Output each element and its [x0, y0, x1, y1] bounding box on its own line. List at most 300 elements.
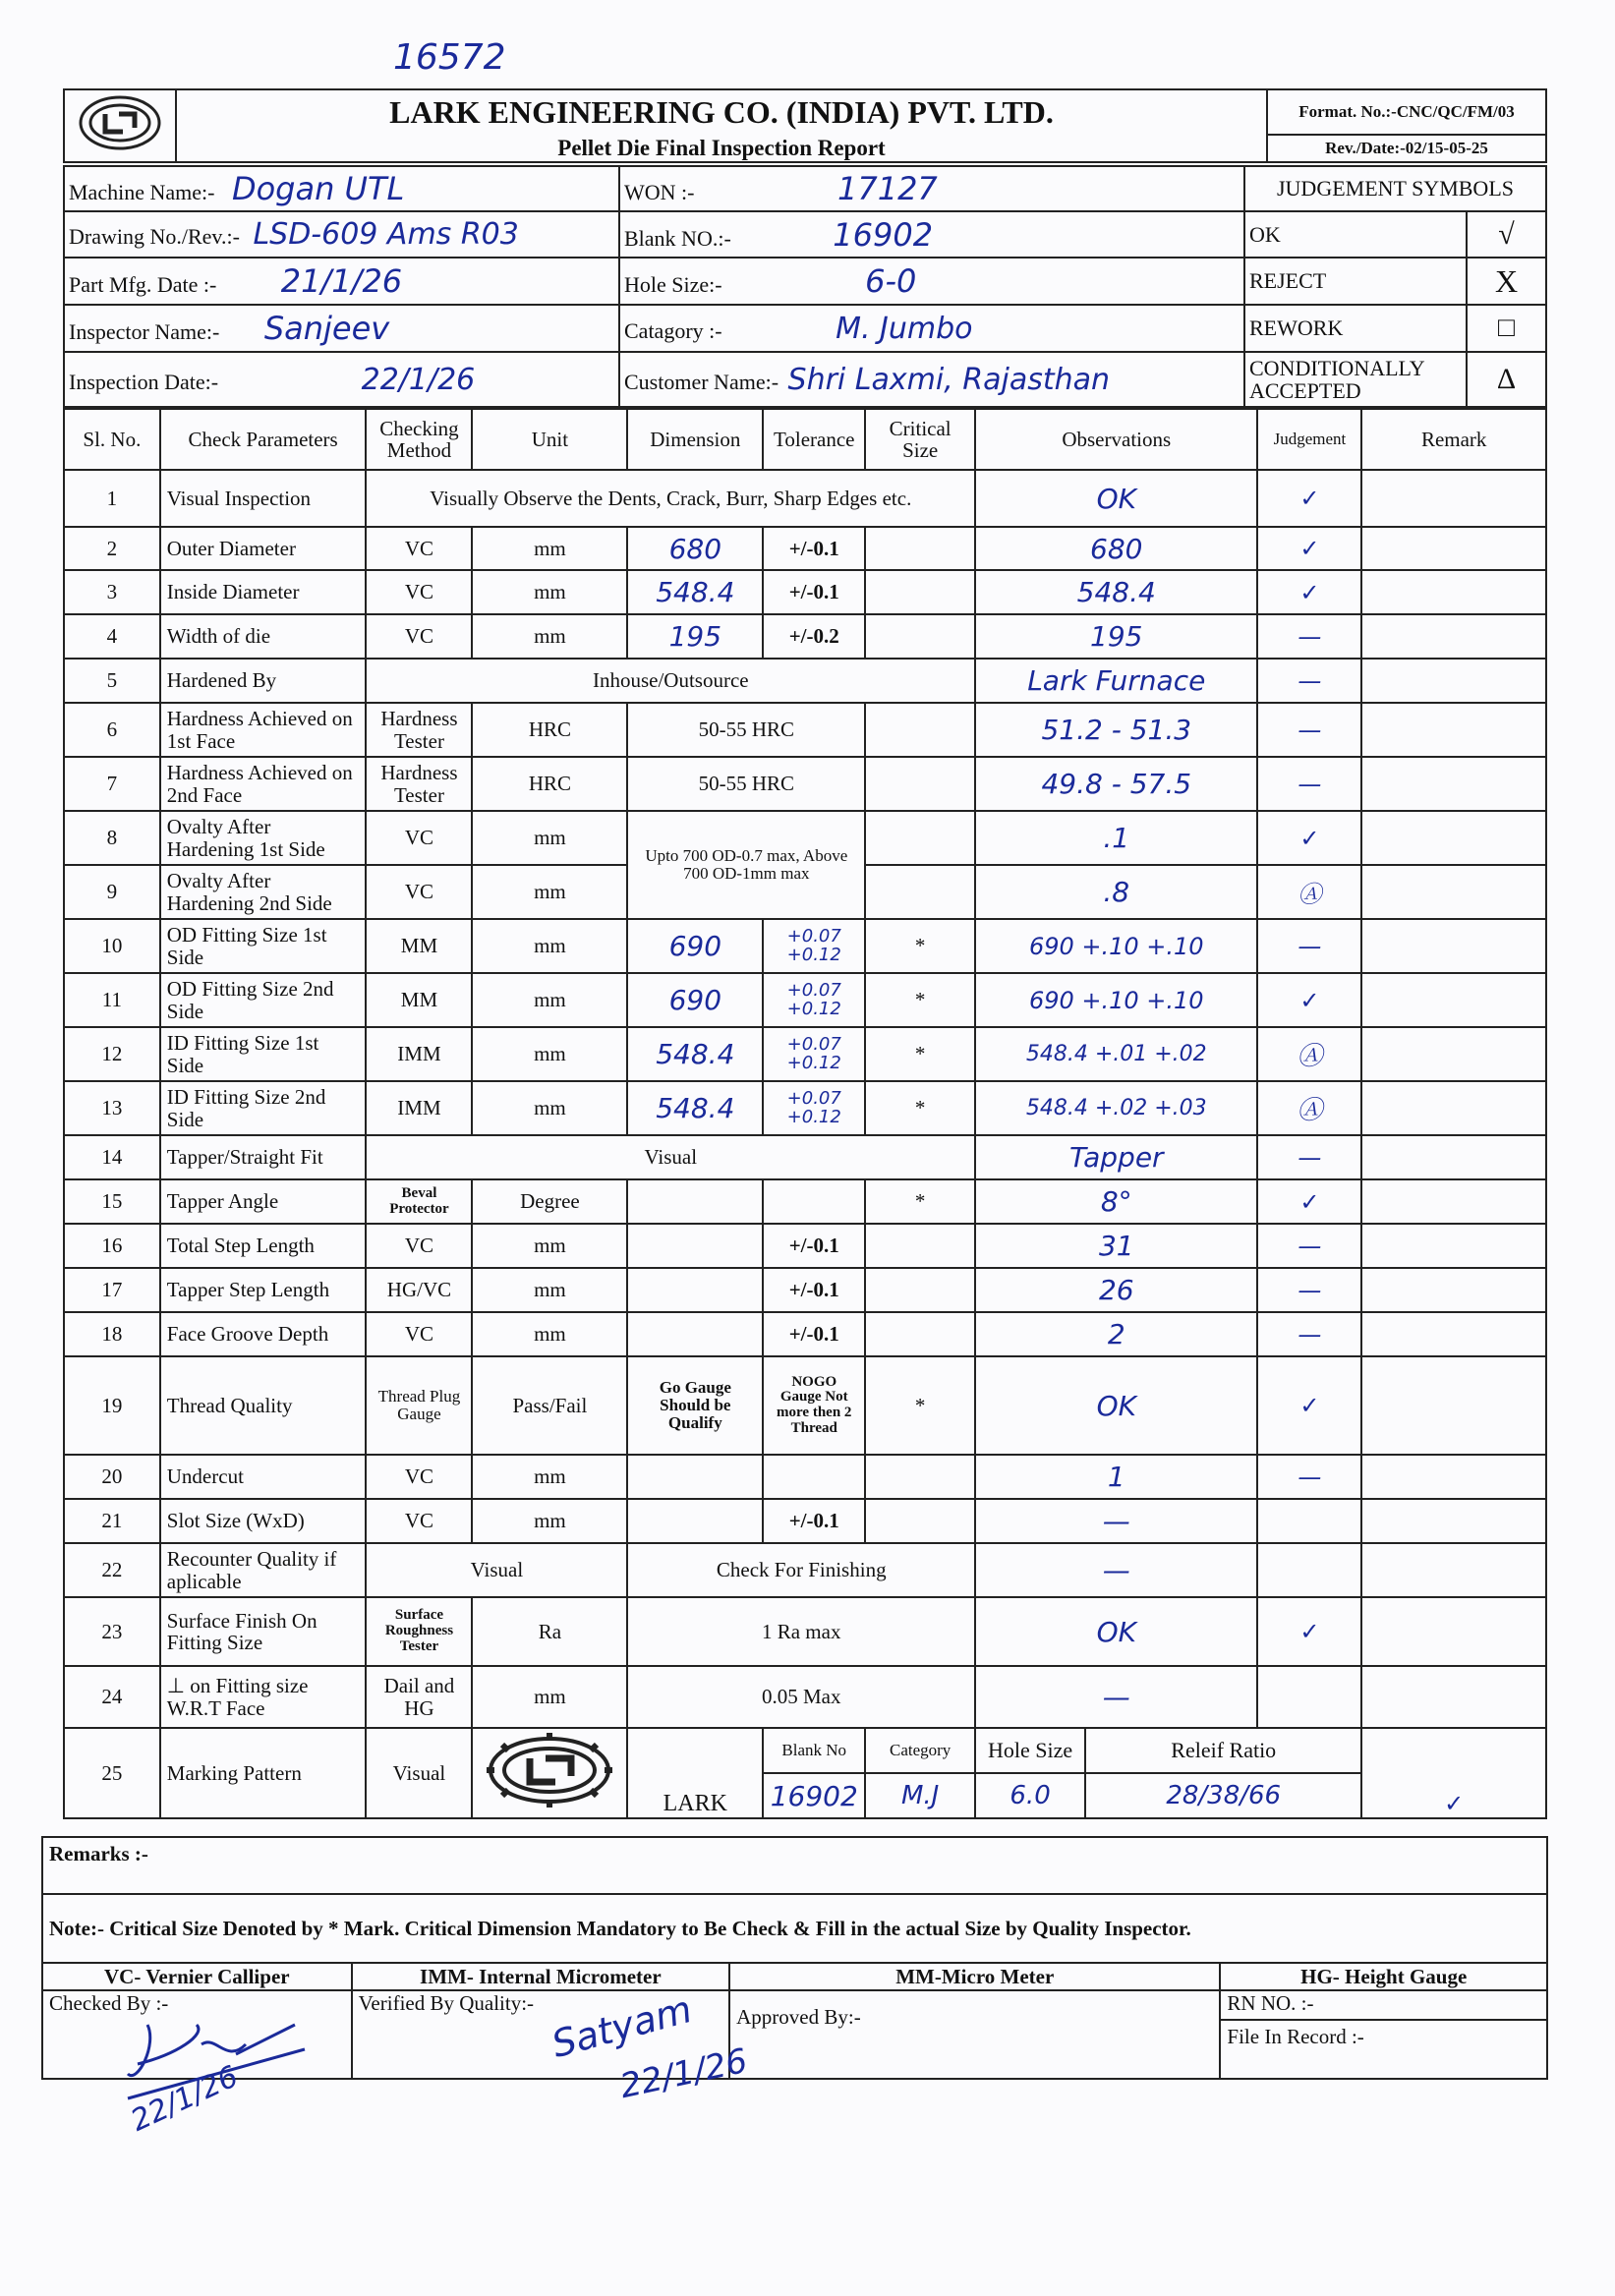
- col-sl: Sl. No.: [64, 409, 160, 470]
- table-row: [64, 1224, 1546, 1268]
- row-param: ⊥ on Fitting size W.R.T Face: [160, 1666, 367, 1728]
- row-sl: 7: [64, 757, 160, 811]
- row-sl: 10: [64, 919, 160, 973]
- row-remark: [1361, 865, 1546, 919]
- row-param: Inside Diameter: [160, 570, 367, 614]
- row-critical: [865, 1312, 975, 1356]
- row-tolerance: [763, 1455, 865, 1499]
- row-remark: [1361, 1356, 1546, 1455]
- row-remark: [1361, 811, 1546, 865]
- row-judgement: [1257, 1543, 1361, 1597]
- row-param: Width of die: [160, 614, 367, 659]
- row-observation: 690 +.10 +.10: [975, 973, 1257, 1027]
- row-remark: [1361, 1666, 1546, 1728]
- part-mfg-date-field: Part Mfg. Date :- 21/1/26: [64, 258, 619, 305]
- row-remark: [1361, 1597, 1546, 1666]
- row-judgement: —: [1257, 1312, 1361, 1356]
- row-method: Visually Observe the Dents, Crack, Burr, Sharp Edges etc.: [366, 470, 975, 527]
- row-unit: mm: [472, 1081, 627, 1135]
- won-value: 17127: [836, 170, 938, 207]
- row-method: Hardness Tester: [366, 757, 472, 811]
- row-param: ID Fitting Size 2nd Side: [160, 1081, 367, 1135]
- col-method: Checking Method: [366, 409, 472, 470]
- row-sl: 9: [64, 865, 160, 919]
- row-critical: [865, 570, 975, 614]
- row-param: OD Fitting Size 1st Side: [160, 919, 367, 973]
- blank-no-field: Blank NO.:- 16902: [619, 211, 1244, 258]
- row-remark: [1361, 1224, 1546, 1268]
- row-param: Visual Inspection: [160, 470, 367, 527]
- row-judgement: —: [1257, 1224, 1361, 1268]
- row-critical: *: [865, 1027, 975, 1081]
- col-judgement: Judgement: [1257, 409, 1361, 470]
- marking-releif-value: 28/38/66: [1166, 1781, 1282, 1810]
- row-method: VC: [366, 1455, 472, 1499]
- row-dimension: 50-55 HRC: [627, 757, 865, 811]
- table-row: [64, 1268, 1546, 1312]
- row-param: Slot Size (WxD): [160, 1499, 367, 1543]
- row-judgement: —: [1257, 1455, 1361, 1499]
- row-remark: [1361, 1179, 1546, 1224]
- row-critical: [865, 865, 975, 919]
- format-number: Format. No.:-CNC/QC/FM/03: [1267, 89, 1546, 135]
- row-judgement: ✓: [1257, 470, 1361, 527]
- row-dimension: 690: [627, 973, 763, 1027]
- row-critical: [865, 1268, 975, 1312]
- row-remark: [1361, 659, 1546, 703]
- marking-hole-size-label: Hole Size: [976, 1729, 1086, 1772]
- row-unit: mm: [472, 527, 627, 570]
- row-observation: 31: [975, 1224, 1257, 1268]
- row-sl: 8: [64, 811, 160, 865]
- row-sl: 24: [64, 1666, 160, 1728]
- row-sl: 19: [64, 1356, 160, 1455]
- info-section: [63, 165, 1547, 408]
- row-observation: 548.4 +.01 +.02: [975, 1027, 1257, 1081]
- table-row: [64, 659, 1546, 703]
- row-dimension: [627, 1224, 763, 1268]
- row-unit: HRC: [472, 703, 627, 757]
- verified-by-date: 22/1/26: [616, 2040, 751, 2107]
- row-dimension: 1 Ra max: [627, 1597, 975, 1666]
- approved-by-field: Approved By:-: [729, 1990, 1220, 2079]
- symbol-reject-label: REJECT: [1244, 258, 1467, 305]
- row-sl: 2: [64, 527, 160, 570]
- col-remark: Remark: [1361, 409, 1546, 470]
- row-param: Hardness Achieved on 1st Face: [160, 703, 367, 757]
- legend-mm: MM-Micro Meter: [729, 1963, 1220, 1990]
- row-unit: Degree: [472, 1179, 627, 1224]
- row-critical: [865, 614, 975, 659]
- row-critical: *: [865, 1356, 975, 1455]
- row-unit: mm: [472, 1312, 627, 1356]
- row-critical: [865, 811, 975, 865]
- row-tolerance: +0.07 +0.12: [763, 973, 865, 1027]
- company-logo-cell: [64, 89, 176, 162]
- row-method: HG/VC: [366, 1268, 472, 1312]
- row-param: Face Groove Depth: [160, 1312, 367, 1356]
- row-tolerance: +/-0.1: [763, 1312, 865, 1356]
- drawing-field: Drawing No./Rev.:- LSD-609 Ams R03: [64, 211, 619, 258]
- row-sl: 15: [64, 1179, 160, 1224]
- company-logo: [481, 1731, 618, 1809]
- row-unit: mm: [472, 1027, 627, 1081]
- row-dimension: 690: [627, 919, 763, 973]
- inspection-date-field: Inspection Date:- 22/1/26: [64, 352, 619, 407]
- rn-no-field: RN NO. :-: [1221, 1991, 1546, 2021]
- row-tolerance: NOGO Gauge Not more then 2 Thread: [763, 1356, 865, 1455]
- row-method: Beval Protector: [366, 1179, 472, 1224]
- row-method: VC: [366, 1312, 472, 1356]
- table-row: [64, 703, 1546, 757]
- table-row: [64, 1543, 1546, 1597]
- row-method: VC: [366, 614, 472, 659]
- table-row: [64, 527, 1546, 570]
- marking-hole-releif-header: [975, 1728, 1361, 1773]
- machine-name-field: Machine Name:- Dogan UTL: [64, 166, 619, 211]
- row-dimension: [627, 1312, 763, 1356]
- row-critical: [865, 703, 975, 757]
- marking-blank-no-label: Blank No: [763, 1728, 865, 1773]
- judgement-symbols-title: JUDGEMENT SYMBOLS: [1244, 166, 1546, 211]
- inspection-table: [63, 408, 1547, 1819]
- row-remark: [1361, 614, 1546, 659]
- col-param: Check Parameters: [160, 409, 367, 470]
- checked-by-date: 22/1/26: [126, 2059, 244, 2139]
- row-judgement: —: [1257, 757, 1361, 811]
- row-method: VC: [366, 570, 472, 614]
- row-unit: mm: [472, 1268, 627, 1312]
- row-tolerance: +/-0.1: [763, 570, 865, 614]
- marking-lark-label: LARK: [627, 1728, 763, 1818]
- remarks-label: Remarks :-: [42, 1837, 1547, 1894]
- row-param: Total Step Length: [160, 1224, 367, 1268]
- row-critical: *: [865, 1179, 975, 1224]
- row-judgement: Ⓐ: [1257, 1027, 1361, 1081]
- row-unit: HRC: [472, 757, 627, 811]
- row-judgement: Ⓐ: [1257, 865, 1361, 919]
- row-observation: 690 +.10 +.10: [975, 919, 1257, 973]
- symbol-ok: √: [1467, 211, 1546, 258]
- row-observation: 51.2 - 51.3: [975, 703, 1257, 757]
- row-tolerance: [763, 1179, 865, 1224]
- row-observation: 49.8 - 57.5: [975, 757, 1257, 811]
- row-judgement: —: [1257, 1135, 1361, 1179]
- row-dimension: Upto 700 OD-0.7 max, Above 700 OD-1mm max: [627, 811, 865, 919]
- won-field: WON :- 17127: [619, 166, 1244, 211]
- drawing-value: LSD-609 Ams R03: [253, 217, 519, 252]
- row-remark: [1361, 1081, 1546, 1135]
- row-method: VC: [366, 865, 472, 919]
- table-row: [64, 1666, 1546, 1728]
- row-judgement: ✓: [1257, 973, 1361, 1027]
- row-tolerance: +/-0.1: [763, 1499, 865, 1543]
- row-dimension: 0.05 Max: [627, 1666, 975, 1728]
- row-param: OD Fitting Size 2nd Side: [160, 973, 367, 1027]
- table-row: [64, 919, 1546, 973]
- marking-hole-size-value: 6.0: [976, 1774, 1086, 1817]
- checked-by-field: Checked By :-: [42, 1990, 352, 2079]
- row-sl: 4: [64, 614, 160, 659]
- row-remark: [1361, 1027, 1546, 1081]
- row-method: VC: [366, 1499, 472, 1543]
- table-row: [64, 1081, 1546, 1135]
- row-method: Visual: [366, 1728, 472, 1818]
- row-unit: mm: [472, 570, 627, 614]
- row-judgement: —: [1257, 659, 1361, 703]
- table-header-row: [64, 409, 1546, 470]
- row-param: Marking Pattern: [160, 1728, 367, 1818]
- row-dimension: Check For Finishing: [627, 1543, 975, 1597]
- row-dimension: 548.4: [627, 570, 763, 614]
- row-unit: mm: [472, 919, 627, 973]
- table-row: [64, 1027, 1546, 1081]
- row-judgement: ✓: [1257, 527, 1361, 570]
- row-tolerance: +/-0.1: [763, 1224, 865, 1268]
- row-unit: mm: [472, 973, 627, 1027]
- row-observation: —: [975, 1543, 1257, 1597]
- row-sl: 25: [64, 1728, 160, 1818]
- symbol-reject: X: [1467, 258, 1546, 305]
- row-param: Tapper/Straight Fit: [160, 1135, 367, 1179]
- row-observation: 195: [975, 614, 1257, 659]
- col-dimension: Dimension: [627, 409, 763, 470]
- row-observation: 1: [975, 1455, 1257, 1499]
- row-unit: mm: [472, 1224, 627, 1268]
- row-method: VC: [366, 527, 472, 570]
- row-remark: [1361, 757, 1546, 811]
- symbol-rework-label: REWORK: [1244, 305, 1467, 352]
- company-name: LARK ENGINEERING CO. (INDIA) PVT. LTD.: [176, 89, 1267, 135]
- marking-blank-no-value: 16902: [763, 1773, 865, 1818]
- row-critical: *: [865, 973, 975, 1027]
- row-param: Recounter Quality if aplicable: [160, 1543, 367, 1597]
- row-tolerance: +0.07 +0.12: [763, 1027, 865, 1081]
- row-tolerance: +0.07 +0.12: [763, 919, 865, 973]
- row-dimension: Go Gauge Should be Qualify: [627, 1356, 763, 1455]
- row-remark: [1361, 973, 1546, 1027]
- row-critical: [865, 1499, 975, 1543]
- row-remark: [1361, 1455, 1546, 1499]
- row-observation: 548.4 +.02 +.03: [975, 1081, 1257, 1135]
- category-value: M. Jumbo: [836, 311, 973, 346]
- row-sl: 5: [64, 659, 160, 703]
- legend-hg: HG- Height Gauge: [1220, 1963, 1547, 1990]
- marking-logo-cell: [472, 1728, 627, 1818]
- row-observation: OK: [975, 470, 1257, 527]
- row-sl: 14: [64, 1135, 160, 1179]
- row-observation: OK: [975, 1356, 1257, 1455]
- row-unit: mm: [472, 1666, 627, 1728]
- row-method: IMM: [366, 1027, 472, 1081]
- table-row: [64, 470, 1546, 527]
- hole-size-value: 6-0: [865, 262, 917, 300]
- row-sl: 11: [64, 973, 160, 1027]
- table-row: [64, 1312, 1546, 1356]
- row-observation: 2: [975, 1312, 1257, 1356]
- row-judgement: —: [1257, 1268, 1361, 1312]
- row-judgement: ✓: [1361, 1728, 1546, 1818]
- row-method: IMM: [366, 1081, 472, 1135]
- row-observation: —: [975, 1499, 1257, 1543]
- row-judgement: [1257, 1666, 1361, 1728]
- row-observation: 8°: [975, 1179, 1257, 1224]
- row-remark: [1361, 703, 1546, 757]
- part-mfg-date-value: 21/1/26: [280, 262, 403, 300]
- table-row: [64, 1597, 1546, 1666]
- record-cell: [1220, 1990, 1547, 2079]
- symbol-rework: □: [1467, 305, 1546, 352]
- table-row: [64, 1179, 1546, 1224]
- legend-imm: IMM- Internal Micrometer: [352, 1963, 730, 1990]
- report-title: Pellet Die Final Inspection Report: [176, 135, 1267, 162]
- row-param: Tapper Angle: [160, 1179, 367, 1224]
- row-method: Visual: [366, 1135, 975, 1179]
- row-param: Ovalty After Hardening 1st Side: [160, 811, 367, 865]
- row-judgement: [1257, 1499, 1361, 1543]
- row-sl: 12: [64, 1027, 160, 1081]
- legend-vc: VC- Vernier Calliper: [42, 1963, 352, 1990]
- row-dimension: 50-55 HRC: [627, 703, 865, 757]
- row-unit: mm: [472, 1499, 627, 1543]
- table-row: [64, 1135, 1546, 1179]
- row-method: MM: [366, 919, 472, 973]
- row-remark: [1361, 1268, 1546, 1312]
- row-param: Surface Finish On Fitting Size: [160, 1597, 367, 1666]
- row-sl: 13: [64, 1081, 160, 1135]
- inspector-value: Sanjeev: [263, 310, 390, 347]
- rev-date: Rev./Date:-02/15-05-25: [1267, 135, 1546, 162]
- row-tolerance: +/-0.1: [763, 527, 865, 570]
- inspection-date-value: 22/1/26: [361, 362, 476, 397]
- row-sl: 18: [64, 1312, 160, 1356]
- row-remark: [1361, 527, 1546, 570]
- row-unit: mm: [472, 865, 627, 919]
- row-unit: mm: [472, 614, 627, 659]
- customer-value: Shri Laxmi, Rajasthan: [787, 362, 1111, 397]
- row-dimension: 548.4: [627, 1081, 763, 1135]
- row-sl: 20: [64, 1455, 160, 1499]
- row-param: Tapper Step Length: [160, 1268, 367, 1312]
- row-param: ID Fitting Size 1st Side: [160, 1027, 367, 1081]
- machine-name-value: Dogan UTL: [231, 170, 405, 207]
- row-remark: [1361, 570, 1546, 614]
- row-method: VC: [366, 1224, 472, 1268]
- category-field: Catagory :- M. Jumbo: [619, 305, 1244, 352]
- row-sl: 17: [64, 1268, 160, 1312]
- row-dimension: [627, 1499, 763, 1543]
- file-in-record-field: File In Record :-: [1227, 2025, 1364, 2048]
- row-critical: *: [865, 1081, 975, 1135]
- row-sl: 16: [64, 1224, 160, 1268]
- row-sl: 21: [64, 1499, 160, 1543]
- row-method: Inhouse/Outsource: [366, 659, 975, 703]
- row-tolerance: +0.07 +0.12: [763, 1081, 865, 1135]
- table-row: [64, 757, 1546, 811]
- col-unit: Unit: [472, 409, 627, 470]
- row-sl: 1: [64, 470, 160, 527]
- row-critical: [865, 1455, 975, 1499]
- row-critical: [865, 527, 975, 570]
- row-method: MM: [366, 973, 472, 1027]
- company-logo: [76, 92, 164, 153]
- row-observation: 26: [975, 1268, 1257, 1312]
- marking-releif-label: Releif Ratio: [1171, 1738, 1277, 1762]
- row-unit: Pass/Fail: [472, 1356, 627, 1455]
- row-judgement: —: [1257, 703, 1361, 757]
- row-observation: .8: [975, 865, 1257, 919]
- row-param: Outer Diameter: [160, 527, 367, 570]
- row-judgement: ✓: [1257, 1356, 1361, 1455]
- col-tolerance: Tolerance: [763, 409, 865, 470]
- row-remark: [1361, 1135, 1546, 1179]
- row-dimension: 680: [627, 527, 763, 570]
- row-remark: [1361, 1312, 1546, 1356]
- report-header: [63, 88, 1547, 163]
- col-critical: Critical Size: [865, 409, 975, 470]
- row-critical: [865, 1224, 975, 1268]
- row-unit: Ra: [472, 1597, 627, 1666]
- row-method: VC: [366, 811, 472, 865]
- col-observations: Observations: [975, 409, 1257, 470]
- row-critical: *: [865, 919, 975, 973]
- row-param: Ovalty After Hardening 2nd Side: [160, 865, 367, 919]
- row-judgement: —: [1257, 614, 1361, 659]
- verified-by-signature: Satyam: [547, 1986, 697, 2067]
- row-observation: Tapper: [975, 1135, 1257, 1179]
- symbol-ok-label: OK: [1244, 211, 1467, 258]
- marking-hole-releif-values: [975, 1773, 1361, 1818]
- row-unit: mm: [472, 1455, 627, 1499]
- row-judgement: ✓: [1257, 1179, 1361, 1224]
- row-method: Surface Roughness Tester: [366, 1597, 472, 1666]
- table-row: [64, 973, 1546, 1027]
- table-row: [64, 1455, 1546, 1499]
- table-row: [64, 614, 1546, 659]
- symbol-conditional: Δ: [1467, 352, 1546, 407]
- row-dimension: [627, 1179, 763, 1224]
- document-number: 16572: [393, 37, 506, 78]
- row-remark: [1361, 470, 1546, 527]
- row-method: Thread Plug Gauge: [366, 1356, 472, 1455]
- row-method: Dail and HG: [366, 1666, 472, 1728]
- inspector-field: Inspector Name:- Sanjeev: [64, 305, 619, 352]
- row-observation: Lark Furnace: [975, 659, 1257, 703]
- table-row: [64, 1499, 1546, 1543]
- customer-field: Customer Name:- Shri Laxmi, Rajasthan: [619, 352, 1244, 407]
- marking-category-label: Category: [865, 1728, 975, 1773]
- row-observation: 680: [975, 527, 1257, 570]
- row-remark: [1361, 919, 1546, 973]
- hole-size-field: Hole Size:- 6-0: [619, 258, 1244, 305]
- row-judgement: —: [1257, 919, 1361, 973]
- critical-note: Note:- Critical Size Denoted by * Mark. Critical Dimension Mandatory to Be Check & Fill in the actual Size by Quality Inspector.: [42, 1894, 1547, 1963]
- row-observation: —: [975, 1666, 1257, 1728]
- table-row: [64, 811, 1546, 865]
- row-dimension: 548.4: [627, 1027, 763, 1081]
- row-param: Thread Quality: [160, 1356, 367, 1455]
- row-param: Hardened By: [160, 659, 367, 703]
- row-observation: 548.4: [975, 570, 1257, 614]
- row-sl: 23: [64, 1597, 160, 1666]
- row-tolerance: +/-0.1: [763, 1268, 865, 1312]
- row-method: Hardness Tester: [366, 703, 472, 757]
- marking-row-top: [64, 1728, 1546, 1773]
- row-sl: 22: [64, 1543, 160, 1597]
- row-unit: mm: [472, 811, 627, 865]
- row-judgement: ✓: [1257, 1597, 1361, 1666]
- verified-by-field: Verified By Quality:-: [352, 1990, 730, 2079]
